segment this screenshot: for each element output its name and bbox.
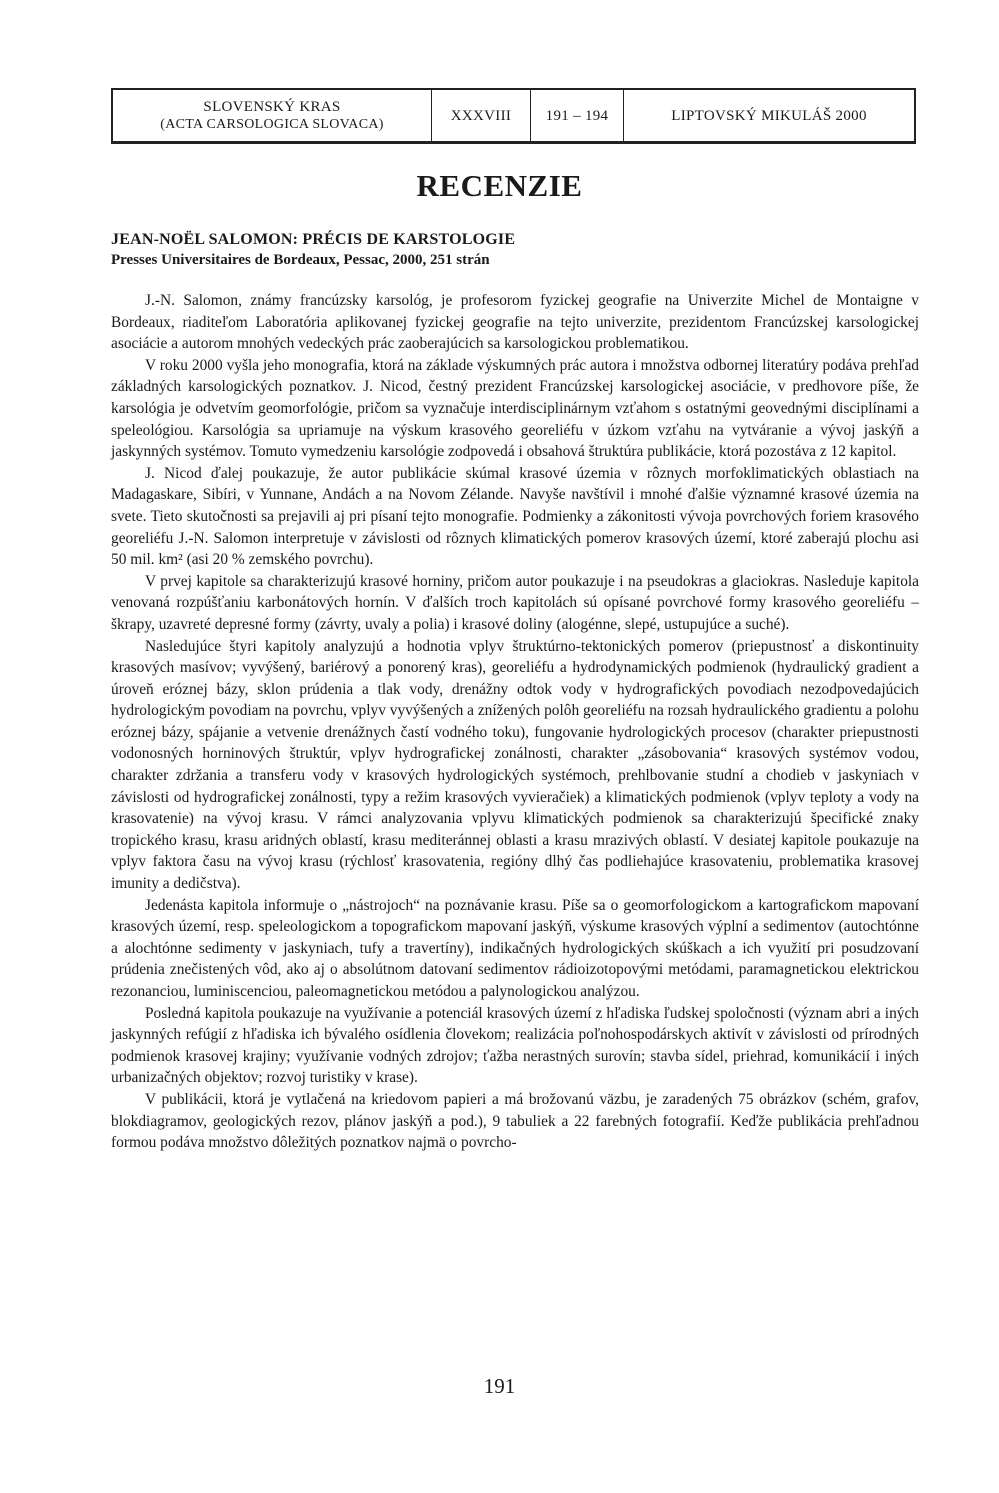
review-body <box>111 290 919 1154</box>
paragraph: V roku 2000 vyšla jeho monografia, ktorá na základe výskumných prác autora i množstva odbornej literatúry podáva prehľad základných karsologických poznatkov. J. Nicod, čestný prezident Francúzskej karsologickej asociácie, v predhovore píše, že karsológia je odvetvím geomorfológie, pričom sa vyznačuje interdisciplinárnym vzťahom s ostatnými geovednými disciplínami a speleológiou. Karsológia sa upriamuje na výskum krasového georeliéfu v úzkom vzťahu na vytváranie a vývoj jaskýň a jaskynných systémov. Tomuto vymedzeniu karsológie zodpovedá i obsahová štruktúra publikácie, ktorá pozostáva z 12 kapitol. <box>111 356 919 461</box>
page-range: 191 – 194 <box>545 107 609 124</box>
section-title: RECENZIE <box>416 168 583 203</box>
paragraph: V prvej kapitole sa charakterizujú krasové horniny, pričom autor poukazuje i na pseudokras a glaciokras. Nasleduje kapitola venovaná rozpúšťaniu karbonátových hornín. V ďalších troch kapitolách sú opísané povrchové formy krasového georeliéfu – škrapy, uzavreté depresné formy (závrty, uvaly a polia) i krasové doliny (alogénne, slepé, ustupujúce a suché). <box>111 572 919 633</box>
journal-name: SLOVENSKÝ KRAS <box>203 98 341 115</box>
paragraph: J. Nicod ďalej poukazuje, že autor publikácie skúmal krasové územia v rôznych morfoklimatických oblastiach na Madagaskare, Sibíri, v Yunnane, Andách a na Novom Zélande. Navyše navštívil i mnohé ďalšie významné krasové územia na svete. Tieto skutočnosti sa prejavili aj pri písaní tejto monografie. Podmienky a zákonitosti vývoja povrchových foriem krasového georeliéfu J.-N. Salomon interpretuje v závislosti od rôznych klimatických pomerov krasových území, ktoré zaberajú plochu asi 50 mil. km² (asi 20 % zemského povrchu). <box>111 464 919 569</box>
paragraph: V publikácii, ktorá je vytlačená na kriedovom papieri a má brožovanú väzbu, je zaradených 75 obrázkov (schém, grafov, blokdiagramov, geologických rezov, plánov jaskýň a pod.), 9 tabuliek a 22 farebných fotografií. Keďže publikácia prehľadnou formou podáva množstvo dôležitých poznatkov najmä o povrcho- <box>111 1090 919 1152</box>
paragraph: J.-N. Salomon, známy francúzsky karsológ, je profesorom fyzickej geografie na Univerzite Michel de Montaigne v Bordeaux, riaditeľom Laboratória aplikovanej fyzickej geografie na tejto univerzite, prezidentom Francúzskej karsologickej asociácie a autorom mnohých vedeckých prác zaoberajúcich sa karsologickou problematikou. <box>111 292 919 353</box>
journal-name-cell <box>113 90 432 141</box>
page-number: 191 <box>483 1374 516 1398</box>
journal-header-table <box>111 88 916 144</box>
paragraph: Nasledujúce štyri kapitoly analyzujú a hodnotia vplyv štruktúrno-tektonických pomerov (priepustnosť a diskontinuity krasových masívov; vyvýšený, bariérový a ponorený kras), georeliéfu a hydrodynamických podmienok (hydraulický gradient a úroveň eróznej bázy, sklon prúdenia a tlak vody, drenážny odtok vody v hydrografických povodiach nezodpovedajúcich hydrologickým povodiam na povrchu, vplyv vyvýšených a znížených polôh georeliéfu na rozsah hydraulického gradientu a polohu eróznej bázy, spájanie a vetvenie drenážnych častí vodného toku), fungovanie hydrologických procesov (charakter priepustnosti vodonosných horninových štruktúr, vplyv hydrografickej zonálnosti, charakter „zásobovania“ krasových systémov vodou, charakter zdržania a transferu vody v krasových hydrologických systémoch, prehlbovanie studní a chodieb v jaskyniach v závislosti od hydrografickej zonálnosti, typy a režim krasových vyvieračiek) a klimatických podmienok (vplyv teploty a vody na krasovatenie) na vývoj krasu. V rámci analyzovania vplyvu klimatických podmienok sa charakterizujú špecifické znaky tropického krasu, krasu aridných oblastí, krasu mediteránnej oblasti a krasu mrazivých oblastí. V desiatej kapitole poukazuje na vplyv faktora času na vývoj krasu (rýchlosť krasovatenia, regióny dlhý čas podliehajúce krasovateniu, problematika krasovej imunity a dedičstva). <box>111 637 919 893</box>
volume-number: XXXVIII <box>450 107 512 124</box>
reviewed-book-title: JEAN-NOËL SALOMON: PRÉCIS DE KARSTOLOGIE <box>111 231 516 248</box>
paragraph: Jedenásta kapitola informuje o „nástrojoch“ na poznávanie krasu. Píše sa o geomorfologickom a kartografickom mapovaní krasových území, resp. speleologickom a topografickom mapovaní jaskýň, výskume krasových výplní a sedimentov (autochtónne a alochtónne sedimenty v jaskyniach, tufy a travertíny), indikačných hydrologických skúškach a ich využití pri posudzovaní prúdenia znečistených vôd, ako aj o absolútnom datovaní sedimentov rádioizotopovými metódami, paramagnetickou elektrickou rezonanciou, luminiscenciou, paleomagnetickou metódou a palynologickou analýzou. <box>111 896 919 1000</box>
paragraph: Posledná kapitola poukazuje na využívanie a potenciál krasových území z hľadiska ľudskej spoločnosti (význam abri a iných jaskynných refúgií z hľadiska ich bývalého osídlenia človekom; realizácia poľnohospodárskych aktivít v závislosti od prírodných podmienok krasovej krajiny; využívanie vodných zdrojov; ťažba nerastných surovín; stavba sídel, priehrad, komunikácií i iných urbanizačných objektov; rozvoj turistiky v krase). <box>111 1004 919 1087</box>
place-year-cell <box>624 90 914 141</box>
place-year: LIPTOVSKÝ MIKULÁŠ 2000 <box>671 107 867 124</box>
journal-subtitle: (ACTA CARSOLOGICA SLOVACA) <box>160 116 384 132</box>
page-range-cell <box>531 90 624 141</box>
reviewed-book-publication: Presses Universitaires de Bordeaux, Pessac, 2000, 251 strán <box>111 252 490 268</box>
volume-cell <box>432 90 531 141</box>
